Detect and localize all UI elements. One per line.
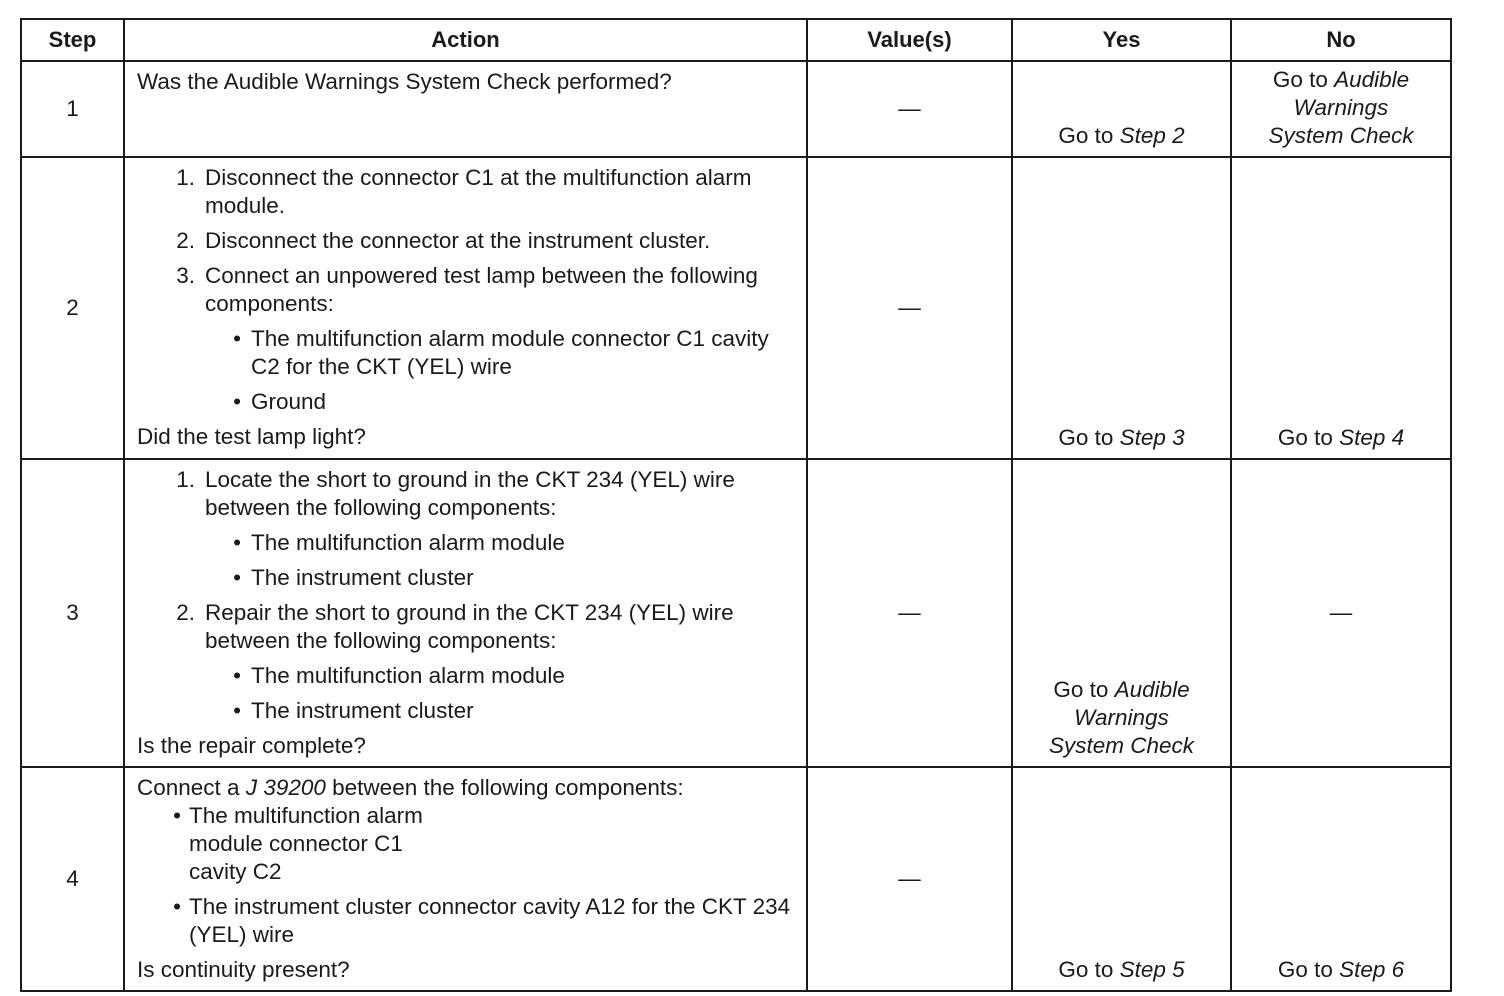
no-prefix: Go to xyxy=(1277,957,1340,982)
bullet-item xyxy=(137,802,794,886)
diagnostic-table xyxy=(20,18,1452,992)
yes-prefix: Go to xyxy=(1058,123,1120,148)
bullet-icon: • xyxy=(233,326,241,351)
item-text: Disconnect the connector at the instrument cluster. xyxy=(205,228,711,253)
question-text: Is the repair complete? xyxy=(137,733,366,758)
item-number: 2. xyxy=(176,600,195,625)
bullet-text: The instrument cluster connector cavity A12 for the CKT 234 (YEL) wire xyxy=(189,894,791,947)
bullet-item xyxy=(137,529,794,557)
bullet-text: Ground xyxy=(251,389,327,414)
header-yes: Yes xyxy=(1012,19,1231,61)
bullet-item xyxy=(137,893,794,949)
question-text: Did the test lamp light? xyxy=(137,424,366,449)
numbered-item xyxy=(137,466,794,522)
bullet-icon: • xyxy=(233,698,241,723)
table-row xyxy=(21,157,1451,459)
value-cell: — xyxy=(807,459,1012,767)
bullet-text: The multifunction alarm module xyxy=(251,663,565,688)
no-cell: — xyxy=(1231,459,1451,767)
question-text: Is continuity present? xyxy=(137,957,350,982)
item-number: 2. xyxy=(176,228,195,253)
bullet-text: The instrument cluster xyxy=(251,565,474,590)
header-action: Action xyxy=(124,19,807,61)
step-number: 3 xyxy=(21,459,124,767)
bullet-icon: • xyxy=(173,894,181,919)
action-cell xyxy=(124,157,807,459)
step-number: 4 xyxy=(21,767,124,991)
action-cell xyxy=(124,61,807,157)
bullet-icon: • xyxy=(233,565,241,590)
bullet-icon: • xyxy=(233,530,241,555)
bullet-text: The multifunction alarm module xyxy=(251,530,565,555)
bullet-text: The multifunction alarm module connector C1 cavity C2 xyxy=(189,803,423,884)
item-text: Locate the short to ground in the CKT 234 (YEL) wire between the following components: xyxy=(205,467,735,520)
yes-cell xyxy=(1012,767,1231,991)
value-cell: — xyxy=(807,157,1012,459)
bullet-icon: • xyxy=(233,389,241,414)
yes-prefix: Go to xyxy=(1058,957,1120,982)
no-link-line3[interactable]: System Check xyxy=(1268,123,1414,148)
yes-prefix: Go to xyxy=(1058,425,1120,450)
bullet-item xyxy=(137,388,794,416)
item-text: Disconnect the connector C1 at the multifunction alarm module. xyxy=(205,165,752,218)
no-prefix: Go to xyxy=(1277,425,1340,450)
yes-link[interactable]: Step 2 xyxy=(1119,123,1185,148)
yes-link-line2[interactable]: Warnings xyxy=(1074,705,1169,730)
yes-cell xyxy=(1012,459,1231,767)
action-cell xyxy=(124,767,807,991)
table-row xyxy=(21,767,1451,991)
bullet-item xyxy=(137,564,794,592)
numbered-item xyxy=(137,227,794,255)
intro-suffix: between the following components: xyxy=(325,775,684,800)
numbered-item xyxy=(137,262,794,318)
bullet-item xyxy=(137,662,794,690)
header-values: Value(s) xyxy=(807,19,1012,61)
yes-link-line3[interactable]: System Check xyxy=(1048,733,1195,758)
intro-text xyxy=(137,774,794,802)
table-row xyxy=(21,459,1451,767)
no-cell xyxy=(1231,61,1451,157)
bullet-text: The instrument cluster xyxy=(251,698,474,723)
no-link[interactable]: Audible xyxy=(1334,67,1410,92)
header-no: No xyxy=(1231,19,1451,61)
yes-prefix: Go to xyxy=(1053,677,1115,702)
numbered-item xyxy=(137,164,794,220)
bullet-text: The multifunction alarm module connector C1 cavity C2 for the CKT (YEL) wire xyxy=(251,326,769,379)
no-link-line2[interactable]: Warnings xyxy=(1293,95,1389,120)
yes-link[interactable]: Step 5 xyxy=(1119,957,1185,982)
yes-cell xyxy=(1012,157,1231,459)
action-cell xyxy=(124,459,807,767)
no-cell xyxy=(1231,157,1451,459)
yes-link[interactable]: Step 3 xyxy=(1119,425,1185,450)
item-number: 1. xyxy=(176,467,195,492)
action-text: Was the Audible Warnings System Check performed? xyxy=(137,69,672,94)
no-cell xyxy=(1231,767,1451,991)
no-link[interactable]: Step 6 xyxy=(1339,957,1405,982)
header-step: Step xyxy=(21,19,124,61)
no-link[interactable]: Step 4 xyxy=(1339,425,1405,450)
yes-link[interactable]: Audible xyxy=(1114,677,1190,702)
item-text: Repair the short to ground in the CKT 234 (YEL) wire between the following components: xyxy=(205,600,734,653)
item-text: Connect an unpowered test lamp between the following components: xyxy=(205,263,758,316)
bullet-item xyxy=(137,697,794,725)
no-prefix: Go to xyxy=(1272,67,1335,92)
value-cell: — xyxy=(807,61,1012,157)
header-row xyxy=(21,19,1451,61)
item-number: 3. xyxy=(176,263,195,288)
tool-name: J 39200 xyxy=(245,775,326,800)
numbered-item xyxy=(137,599,794,655)
value-cell: — xyxy=(807,767,1012,991)
bullet-icon: • xyxy=(173,803,181,828)
step-number: 2 xyxy=(21,157,124,459)
yes-cell xyxy=(1012,61,1231,157)
item-number: 1. xyxy=(176,165,195,190)
bullet-item xyxy=(137,325,794,381)
intro-prefix: Connect a xyxy=(137,775,246,800)
table-row xyxy=(21,61,1451,157)
step-number: 1 xyxy=(21,61,124,157)
bullet-icon: • xyxy=(233,663,241,688)
